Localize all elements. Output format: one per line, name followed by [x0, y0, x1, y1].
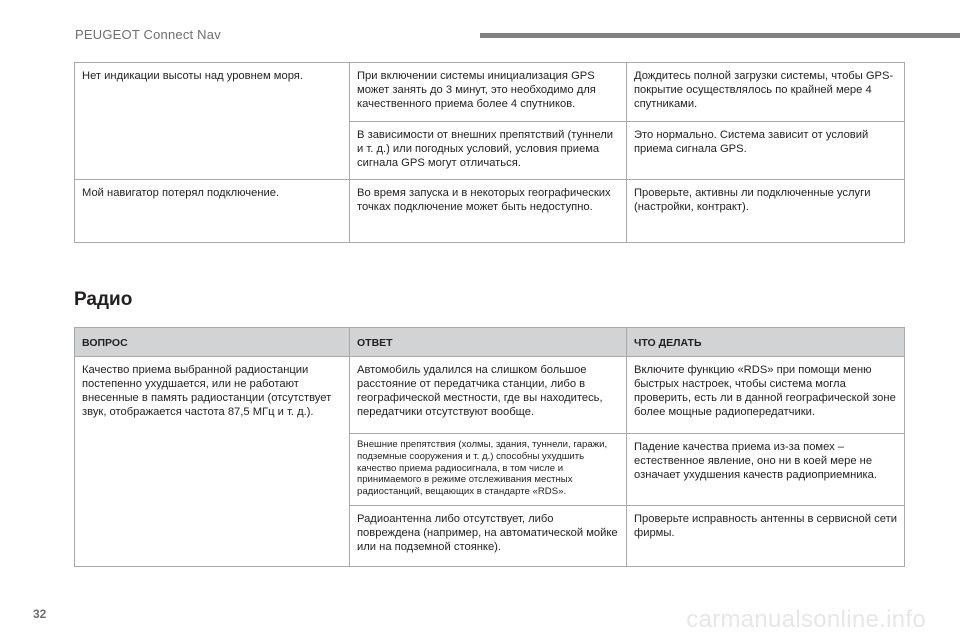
solution-cell: Дождитесь полной загрузки системы, чтобы GPS-покрытие осуществлялось по крайней мере 4 спутниками. [627, 63, 905, 122]
table-row [75, 63, 905, 122]
solution-cell: Проверьте, активны ли подключенные услуги (настройки, контракт). [627, 180, 905, 243]
table-header-row [75, 328, 905, 357]
question-cell: Нет индикации высоты над уровнем моря. [75, 63, 350, 180]
table-row [75, 180, 905, 243]
solution-cell: Проверьте исправность антенны в сервисной сети фирмы. [627, 506, 905, 567]
cause-cell: Автомобиль удалился на слишком большое расстояние от передатчика станции, либо в географической местности, где вы находитесь, передатчики отсутствуют вообще. [350, 357, 627, 434]
cause-cell: В зависимости от внешних препятствий (туннели и т. д.) или погодных условий, условия приема сигнала GPS могут отличаться. [350, 122, 627, 180]
cause-cell: При включении системы инициализация GPS может занять до 3 минут, это необходимо для качественного приема более 4 спутников. [350, 63, 627, 122]
header-divider-bar [480, 33, 960, 38]
cause-cell: Во время запуска и в некоторых географических точках подключение может быть недоступно. [350, 180, 627, 243]
troubleshooting-table-radio [74, 327, 905, 567]
question-cell: Качество приема выбранной радиостанции постепенно ухудшается, или не работают внесенные в память радиостанции (отсутствует звук, отображается частота 87,5 МГц и т. д.). [75, 357, 350, 567]
solution-cell: Это нормально. Система зависит от условий приема сигнала GPS. [627, 122, 905, 180]
section-title-radio: Радио [74, 289, 133, 310]
watermark-text: carmanualsonline.info [686, 606, 926, 633]
document-header-title: PEUGEOT Connect Nav [75, 27, 221, 42]
column-header-todo: ЧТО ДЕЛАТЬ [627, 328, 905, 357]
table-row [75, 357, 905, 434]
troubleshooting-table-navigation [74, 62, 905, 243]
cause-cell: Радиоантенна либо отсутствует, либо повреждена (например, на автоматической мойке или на подземной стоянке). [350, 506, 627, 567]
page-number: 32 [33, 607, 47, 621]
solution-cell: Включите функцию «RDS» при помощи меню быстрых настроек, чтобы система могла проверить, есть ли в данной географической зоне более мощные радиопередатчики. [627, 357, 905, 434]
cause-cell: Внешние препятствия (холмы, здания, туннели, гаражи, подземные сооружения и т. д.) способны ухудшить качество приема радиосигнала, в том числе и принимаемого в режиме отслеживания местных радиостанций, вещающих в стандарте «RDS». [350, 434, 627, 506]
solution-cell: Падение качества приема из-за помех – естественное явление, оно ни в коей мере не означает ухудшения качеств радиоприемника. [627, 434, 905, 506]
column-header-answer: ОТВЕТ [350, 328, 627, 357]
column-header-question: ВОПРОС [75, 328, 350, 357]
question-cell: Мой навигатор потерял подключение. [75, 180, 350, 243]
